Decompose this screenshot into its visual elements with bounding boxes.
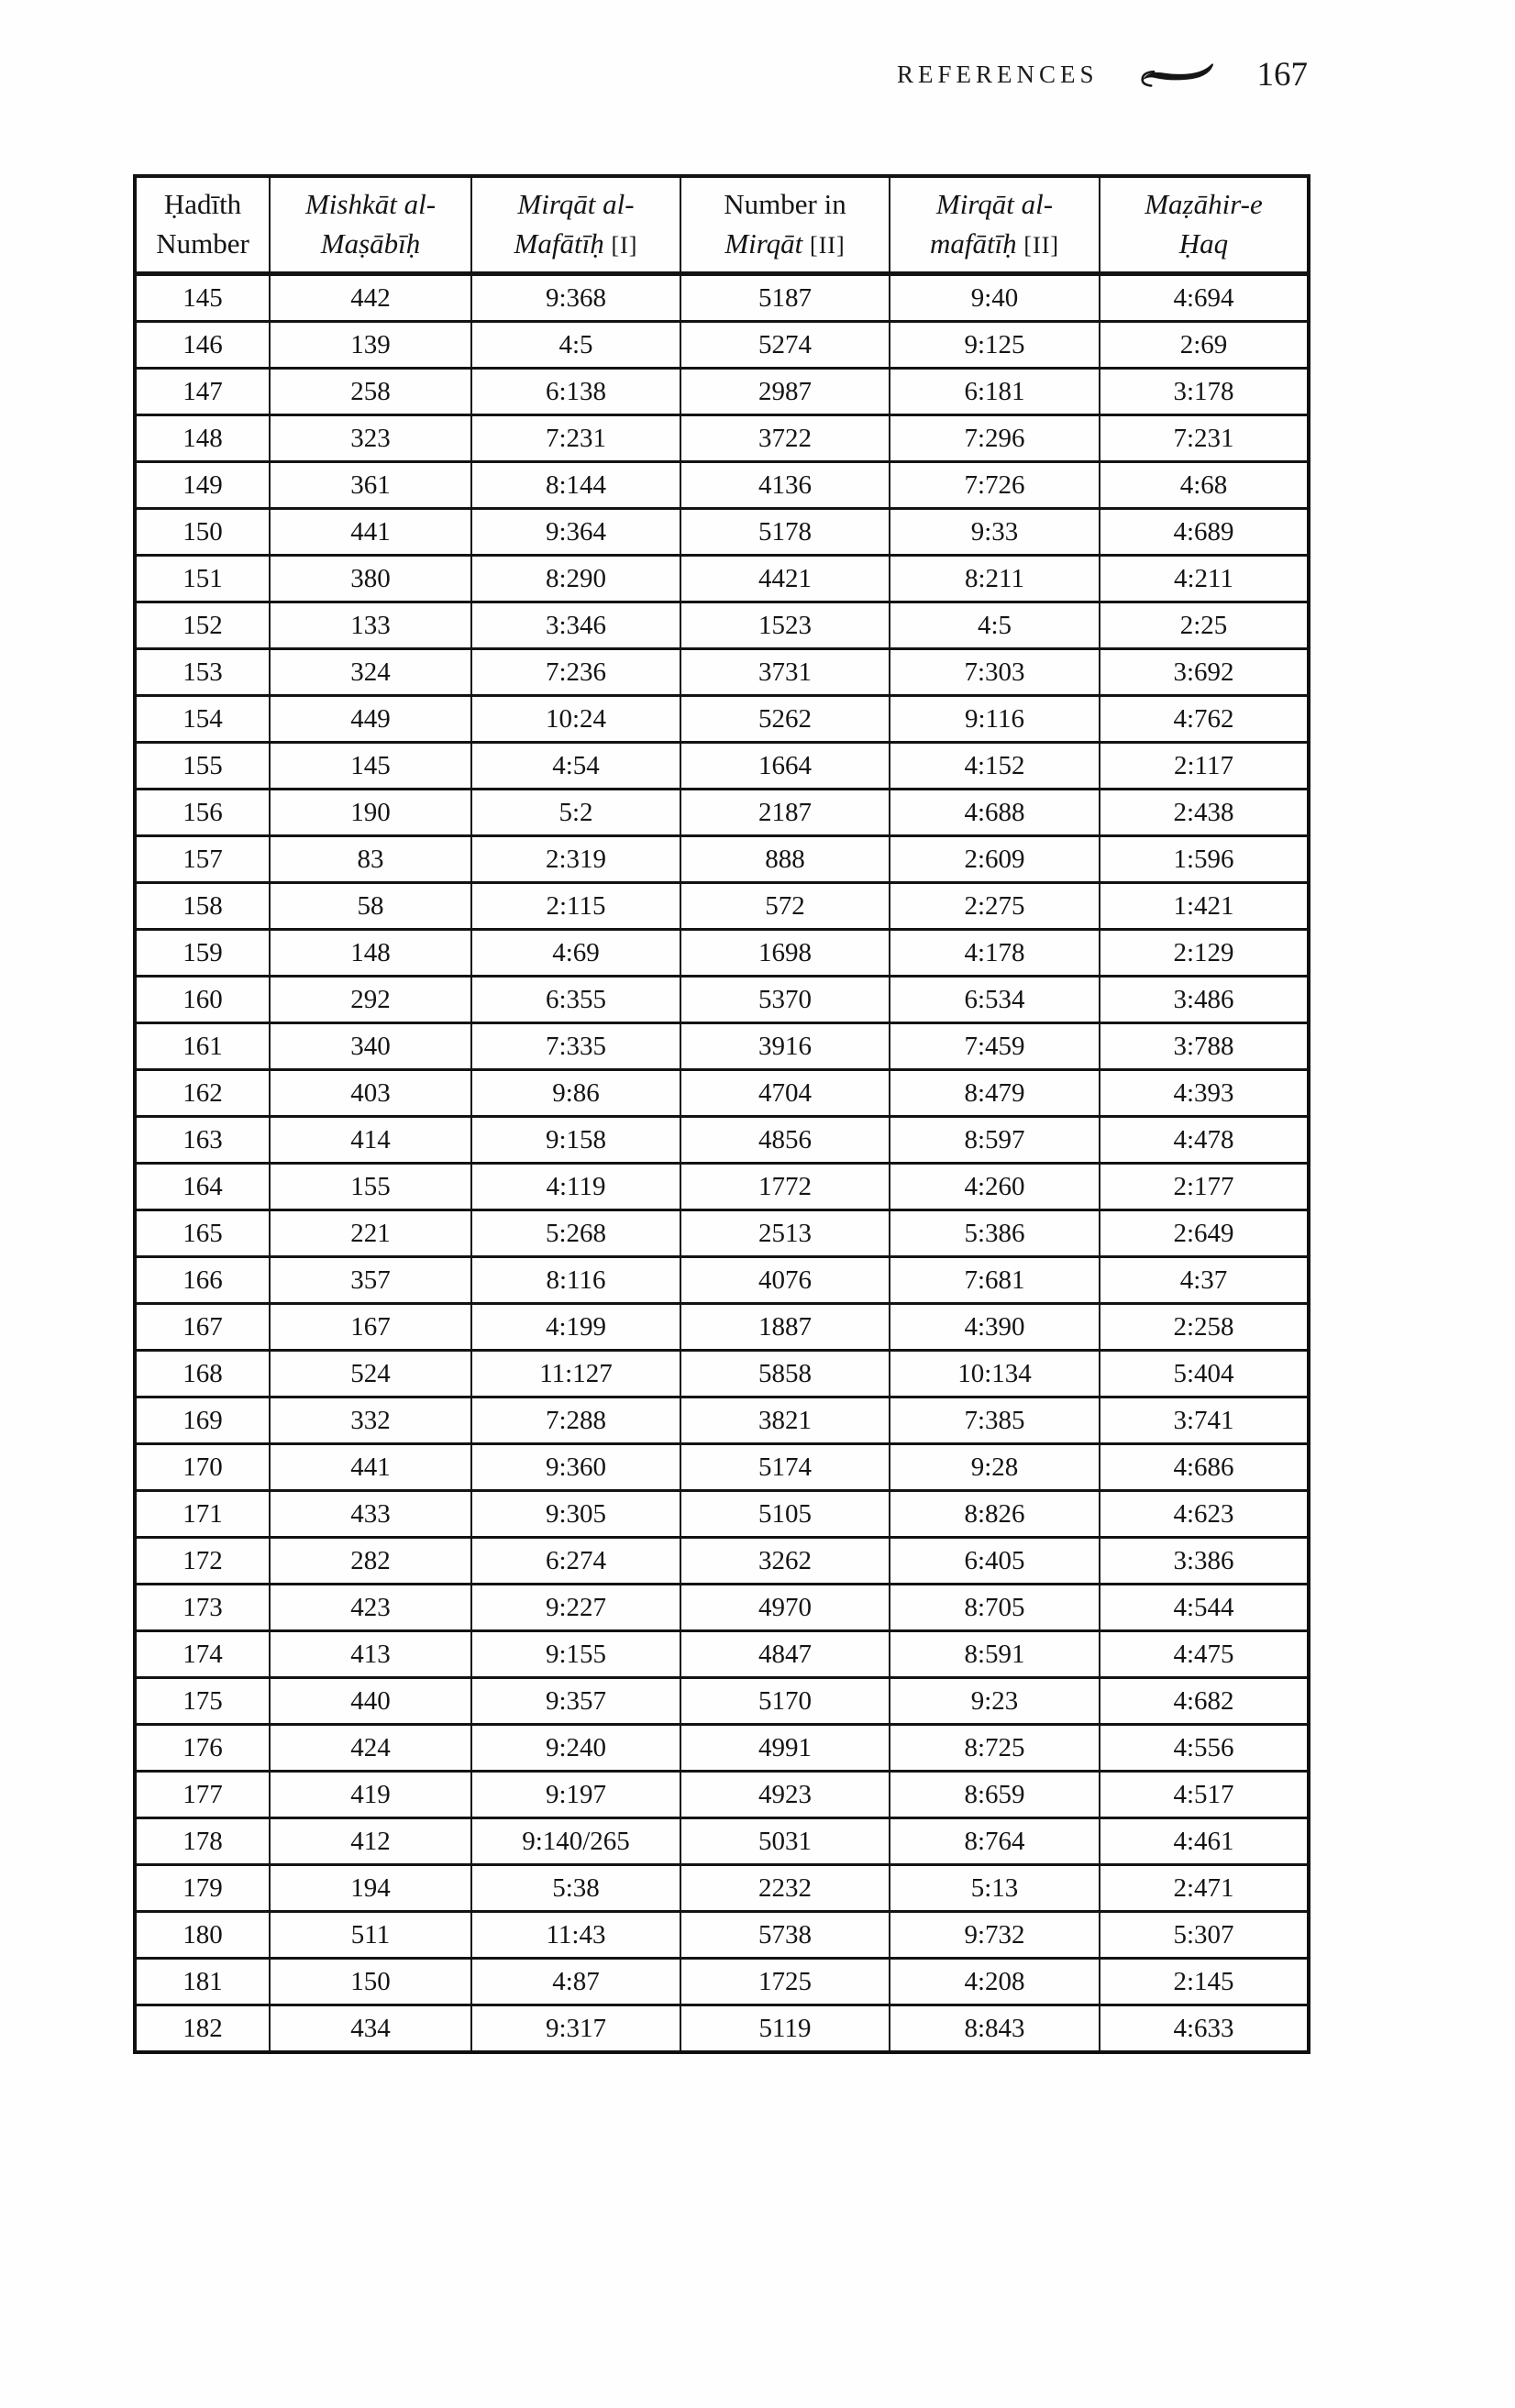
table-cell: 3:346	[471, 602, 680, 649]
table-cell: 5170	[680, 1678, 890, 1725]
column-header-text: Mishkāt al-	[304, 188, 437, 221]
table-cell: 168	[135, 1351, 270, 1397]
table-cell: 4:54	[471, 743, 680, 790]
table-cell: 174	[135, 1631, 270, 1678]
table-cell: 2:319	[471, 836, 680, 883]
table-cell: 2:145	[1100, 1959, 1309, 2005]
table-cell: 8:591	[890, 1631, 1100, 1678]
table-cell: 178	[135, 1818, 270, 1865]
table-cell: 441	[270, 509, 471, 556]
table-row	[135, 1070, 1309, 1117]
references-table-head	[135, 176, 1309, 274]
table-cell: 173	[135, 1585, 270, 1631]
table-row	[135, 1772, 1309, 1818]
table-cell: 2:25	[1100, 602, 1309, 649]
table-cell: 4:461	[1100, 1818, 1309, 1865]
table-cell: 434	[270, 2005, 471, 2053]
table-row	[135, 1959, 1309, 2005]
table-cell: 3:692	[1100, 649, 1309, 696]
table-cell: 10:24	[471, 696, 680, 743]
table-cell: 1664	[680, 743, 890, 790]
table-cell: 9:240	[471, 1725, 680, 1772]
table-cell: 6:534	[890, 977, 1100, 1023]
table-row	[135, 1257, 1309, 1304]
table-cell: 9:197	[471, 1772, 680, 1818]
table-cell: 2:649	[1100, 1210, 1309, 1257]
table-cell: 4:199	[471, 1304, 680, 1351]
table-cell: 9:40	[890, 274, 1100, 322]
page-number: 167	[1256, 56, 1308, 94]
table-cell: 5:404	[1100, 1351, 1309, 1397]
table-cell: 8:144	[471, 462, 680, 509]
column-header-text: Mafātīḥ	[514, 227, 604, 260]
table-cell: 148	[135, 415, 270, 462]
table-cell: 9:227	[471, 1585, 680, 1631]
table-row	[135, 1491, 1309, 1538]
column-header-text: Ḥaq	[1178, 227, 1229, 260]
table-row	[135, 1538, 1309, 1585]
table-cell: 156	[135, 790, 270, 836]
table-row	[135, 369, 1309, 415]
table-cell: 4:686	[1100, 1444, 1309, 1491]
table-cell: 4:556	[1100, 1725, 1309, 1772]
table-cell: 9:732	[890, 1912, 1100, 1959]
table-cell: 5178	[680, 509, 890, 556]
table-row	[135, 556, 1309, 602]
table-cell: 190	[270, 790, 471, 836]
table-cell: 5738	[680, 1912, 890, 1959]
table-cell: 4:682	[1100, 1678, 1309, 1725]
table-cell: 4:5	[890, 602, 1100, 649]
table-cell: 9:357	[471, 1678, 680, 1725]
table-cell: 442	[270, 274, 471, 322]
column-header-text: Maẓāhir-e	[1145, 188, 1263, 221]
table-cell: 7:303	[890, 649, 1100, 696]
table-cell: 4:689	[1100, 509, 1309, 556]
table-cell: 4:5	[471, 322, 680, 369]
column-header-text: Ḥadīth	[163, 188, 242, 221]
table-cell: 4:178	[890, 930, 1100, 977]
table-cell: 2:115	[471, 883, 680, 930]
table-cell: 8:211	[890, 556, 1100, 602]
table-cell: 9:155	[471, 1631, 680, 1678]
table-cell: 2:438	[1100, 790, 1309, 836]
table-cell: 180	[135, 1912, 270, 1959]
swash-ornament-icon	[1135, 60, 1220, 91]
table-cell: 4:69	[471, 930, 680, 977]
table-row	[135, 1351, 1309, 1397]
table-cell: 4:119	[471, 1164, 680, 1210]
table-cell: 4421	[680, 556, 890, 602]
table-cell: 145	[270, 743, 471, 790]
table-cell: 5105	[680, 1491, 890, 1538]
table-cell: 2:609	[890, 836, 1100, 883]
column-header	[680, 176, 890, 274]
volume-bracket: [II]	[810, 232, 846, 259]
table-cell: 5:307	[1100, 1912, 1309, 1959]
table-row	[135, 1631, 1309, 1678]
table-row	[135, 1164, 1309, 1210]
table-cell: 5:13	[890, 1865, 1100, 1912]
table-row	[135, 462, 1309, 509]
table-row	[135, 1023, 1309, 1070]
table-cell: 181	[135, 1959, 270, 2005]
references-table-body	[135, 274, 1309, 2053]
table-row	[135, 1444, 1309, 1491]
table-cell: 524	[270, 1351, 471, 1397]
table-cell: 2:471	[1100, 1865, 1309, 1912]
table-cell: 154	[135, 696, 270, 743]
table-cell: 4:393	[1100, 1070, 1309, 1117]
table-cell: 145	[135, 274, 270, 322]
table-cell: 340	[270, 1023, 471, 1070]
table-cell: 9:33	[890, 509, 1100, 556]
table-cell: 7:231	[1100, 415, 1309, 462]
table-cell: 380	[270, 556, 471, 602]
column-header	[890, 176, 1100, 274]
table-cell: 8:290	[471, 556, 680, 602]
table-cell: 159	[135, 930, 270, 977]
table-cell: 9:364	[471, 509, 680, 556]
table-cell: 139	[270, 322, 471, 369]
table-cell: 4970	[680, 1585, 890, 1631]
table-cell: 182	[135, 2005, 270, 2053]
table-cell: 4:762	[1100, 696, 1309, 743]
table-cell: 4923	[680, 1772, 890, 1818]
table-cell: 5274	[680, 322, 890, 369]
table-cell: 155	[135, 743, 270, 790]
table-row	[135, 1304, 1309, 1351]
table-cell: 2:275	[890, 883, 1100, 930]
table-row	[135, 2005, 1309, 2053]
table-cell: 7:726	[890, 462, 1100, 509]
table-cell: 7:459	[890, 1023, 1100, 1070]
table-cell: 3262	[680, 1538, 890, 1585]
table-cell: 9:125	[890, 322, 1100, 369]
table-cell: 4:475	[1100, 1631, 1309, 1678]
table-cell: 8:659	[890, 1772, 1100, 1818]
table-cell: 4:260	[890, 1164, 1100, 1210]
table-cell: 5119	[680, 2005, 890, 2053]
table-cell: 282	[270, 1538, 471, 1585]
column-header-text: mafātīḥ	[929, 227, 1017, 260]
table-cell: 332	[270, 1397, 471, 1444]
table-cell: 4:211	[1100, 556, 1309, 602]
table-cell: 3:178	[1100, 369, 1309, 415]
table-cell: 151	[135, 556, 270, 602]
table-cell: 1:596	[1100, 836, 1309, 883]
table-cell: 8:826	[890, 1491, 1100, 1538]
table-cell: 6:274	[471, 1538, 680, 1585]
running-head	[897, 55, 1308, 94]
table-row	[135, 1585, 1309, 1631]
column-header	[471, 176, 680, 274]
table-cell: 150	[270, 1959, 471, 2005]
table-cell: 152	[135, 602, 270, 649]
table-cell: 5031	[680, 1818, 890, 1865]
table-cell: 419	[270, 1772, 471, 1818]
table-cell: 9:305	[471, 1491, 680, 1538]
table-cell: 161	[135, 1023, 270, 1070]
table-cell: 7:385	[890, 1397, 1100, 1444]
table-cell: 6:355	[471, 977, 680, 1023]
table-cell: 11:127	[471, 1351, 680, 1397]
table-cell: 449	[270, 696, 471, 743]
table-cell: 441	[270, 1444, 471, 1491]
table-cell: 133	[270, 602, 471, 649]
table-cell: 440	[270, 1678, 471, 1725]
table-cell: 169	[135, 1397, 270, 1444]
table-cell: 176	[135, 1725, 270, 1772]
column-header-text: Number	[156, 227, 249, 260]
table-cell: 4:623	[1100, 1491, 1309, 1538]
table-cell: 4:68	[1100, 462, 1309, 509]
table-cell: 4:633	[1100, 2005, 1309, 2053]
table-cell: 9:360	[471, 1444, 680, 1491]
table-cell: 8:764	[890, 1818, 1100, 1865]
table-cell: 5:268	[471, 1210, 680, 1257]
table-cell: 3821	[680, 1397, 890, 1444]
table-row	[135, 1865, 1309, 1912]
table-cell: 323	[270, 415, 471, 462]
table-cell: 147	[135, 369, 270, 415]
table-cell: 1698	[680, 930, 890, 977]
table-cell: 170	[135, 1444, 270, 1491]
table-cell: 5187	[680, 274, 890, 322]
table-cell: 3:486	[1100, 977, 1309, 1023]
table-cell: 9:368	[471, 274, 680, 322]
table-cell: 5262	[680, 696, 890, 743]
table-cell: 2987	[680, 369, 890, 415]
table-cell: 414	[270, 1117, 471, 1164]
table-cell: 8:479	[890, 1070, 1100, 1117]
table-row	[135, 322, 1309, 369]
table-cell: 5174	[680, 1444, 890, 1491]
table-row	[135, 696, 1309, 743]
column-header-text: Number in	[724, 188, 846, 221]
table-row	[135, 274, 1309, 322]
table-cell: 157	[135, 836, 270, 883]
table-cell: 155	[270, 1164, 471, 1210]
column-header	[135, 176, 270, 274]
table-cell: 9:317	[471, 2005, 680, 2053]
table-cell: 6:181	[890, 369, 1100, 415]
table-cell: 424	[270, 1725, 471, 1772]
table-cell: 7:296	[890, 415, 1100, 462]
table-cell: 2232	[680, 1865, 890, 1912]
table-cell: 148	[270, 930, 471, 977]
table-cell: 7:236	[471, 649, 680, 696]
table-cell: 175	[135, 1678, 270, 1725]
table-cell: 4:208	[890, 1959, 1100, 2005]
table-row	[135, 977, 1309, 1023]
table-row	[135, 1912, 1309, 1959]
table-cell: 2:117	[1100, 743, 1309, 790]
table-cell: 9:158	[471, 1117, 680, 1164]
table-cell: 9:28	[890, 1444, 1100, 1491]
column-header	[270, 176, 471, 274]
table-cell: 2:69	[1100, 322, 1309, 369]
table-cell: 1:421	[1100, 883, 1309, 930]
table-cell: 150	[135, 509, 270, 556]
table-cell: 403	[270, 1070, 471, 1117]
table-cell: 292	[270, 977, 471, 1023]
table-cell: 7:288	[471, 1397, 680, 1444]
table-cell: 11:43	[471, 1912, 680, 1959]
table-cell: 177	[135, 1772, 270, 1818]
table-cell: 361	[270, 462, 471, 509]
table-cell: 7:231	[471, 415, 680, 462]
page-title: REFERENCES	[897, 61, 1099, 88]
volume-bracket: [I]	[611, 232, 638, 259]
table-cell: 9:23	[890, 1678, 1100, 1725]
table-row	[135, 790, 1309, 836]
table-cell: 164	[135, 1164, 270, 1210]
table-cell: 4856	[680, 1117, 890, 1164]
column-header-text: Maṣābīḥ	[320, 227, 421, 260]
table-cell: 9:86	[471, 1070, 680, 1117]
table-cell: 4:37	[1100, 1257, 1309, 1304]
table-cell: 158	[135, 883, 270, 930]
table-row	[135, 415, 1309, 462]
table-cell: 4:517	[1100, 1772, 1309, 1818]
table-row	[135, 1210, 1309, 1257]
table-cell: 258	[270, 369, 471, 415]
table-cell: 5:386	[890, 1210, 1100, 1257]
table-cell: 4847	[680, 1631, 890, 1678]
table-cell: 6:405	[890, 1538, 1100, 1585]
table-cell: 5370	[680, 977, 890, 1023]
table-cell: 413	[270, 1631, 471, 1678]
table-cell: 324	[270, 649, 471, 696]
table-cell: 160	[135, 977, 270, 1023]
table-cell: 171	[135, 1491, 270, 1538]
table-cell: 1887	[680, 1304, 890, 1351]
table-row	[135, 1725, 1309, 1772]
table-cell: 3916	[680, 1023, 890, 1070]
table-cell: 4:694	[1100, 274, 1309, 322]
table-cell: 412	[270, 1818, 471, 1865]
table-row	[135, 649, 1309, 696]
table-cell: 221	[270, 1210, 471, 1257]
table-cell: 1772	[680, 1164, 890, 1210]
table-cell: 153	[135, 649, 270, 696]
table-cell: 572	[680, 883, 890, 930]
table-cell: 146	[135, 322, 270, 369]
table-row	[135, 1678, 1309, 1725]
table-cell: 167	[270, 1304, 471, 1351]
table-cell: 4991	[680, 1725, 890, 1772]
table-cell: 8:116	[471, 1257, 680, 1304]
table-cell: 1725	[680, 1959, 890, 2005]
table-cell: 357	[270, 1257, 471, 1304]
table-row	[135, 930, 1309, 977]
table-cell: 888	[680, 836, 890, 883]
table-cell: 4:688	[890, 790, 1100, 836]
table-cell: 167	[135, 1304, 270, 1351]
table-cell: 165	[135, 1210, 270, 1257]
table-row	[135, 1397, 1309, 1444]
table-cell: 511	[270, 1912, 471, 1959]
table-cell: 179	[135, 1865, 270, 1912]
column-header-text: Mirqāt al-	[517, 188, 635, 221]
table-cell: 1523	[680, 602, 890, 649]
column-header-text: Mirqāt al-	[935, 188, 1054, 221]
table-cell: 3:788	[1100, 1023, 1309, 1070]
table-row	[135, 836, 1309, 883]
table-cell: 6:138	[471, 369, 680, 415]
table-cell: 4:478	[1100, 1117, 1309, 1164]
table-cell: 433	[270, 1491, 471, 1538]
table-cell: 5:38	[471, 1865, 680, 1912]
table-cell: 8:597	[890, 1117, 1100, 1164]
table-cell: 163	[135, 1117, 270, 1164]
table-cell: 8:725	[890, 1725, 1100, 1772]
table-cell: 172	[135, 1538, 270, 1585]
column-header	[1100, 176, 1309, 274]
table-cell: 10:134	[890, 1351, 1100, 1397]
table-cell: 4:544	[1100, 1585, 1309, 1631]
volume-bracket: [II]	[1023, 232, 1060, 259]
table-cell: 3731	[680, 649, 890, 696]
table-row	[135, 743, 1309, 790]
header-row	[135, 176, 1309, 274]
table-cell: 83	[270, 836, 471, 883]
column-header-text: Mirqāt	[724, 227, 803, 260]
references-table	[133, 174, 1310, 2054]
table-row	[135, 602, 1309, 649]
table-row	[135, 509, 1309, 556]
table-cell: 2187	[680, 790, 890, 836]
table-cell: 7:335	[471, 1023, 680, 1070]
table-cell: 9:140/265	[471, 1818, 680, 1865]
table-cell: 8:705	[890, 1585, 1100, 1631]
table-cell: 166	[135, 1257, 270, 1304]
table-cell: 8:843	[890, 2005, 1100, 2053]
table-cell: 3722	[680, 415, 890, 462]
table-cell: 149	[135, 462, 270, 509]
table-cell: 4:390	[890, 1304, 1100, 1351]
table-cell: 2:258	[1100, 1304, 1309, 1351]
table-cell: 4076	[680, 1257, 890, 1304]
table-cell: 4:87	[471, 1959, 680, 2005]
table-cell: 5858	[680, 1351, 890, 1397]
table-cell: 5:2	[471, 790, 680, 836]
table-cell: 423	[270, 1585, 471, 1631]
table-cell: 3:741	[1100, 1397, 1309, 1444]
table-cell: 2:177	[1100, 1164, 1309, 1210]
table-cell: 3:386	[1100, 1538, 1309, 1585]
table-row	[135, 883, 1309, 930]
table-cell: 58	[270, 883, 471, 930]
table-cell: 4:152	[890, 743, 1100, 790]
table-row	[135, 1818, 1309, 1865]
table-cell: 7:681	[890, 1257, 1100, 1304]
table-cell: 194	[270, 1865, 471, 1912]
table-cell: 2:129	[1100, 930, 1309, 977]
table-cell: 162	[135, 1070, 270, 1117]
table-row	[135, 1117, 1309, 1164]
table-cell: 4136	[680, 462, 890, 509]
table-cell: 9:116	[890, 696, 1100, 743]
table-cell: 2513	[680, 1210, 890, 1257]
table-cell: 4704	[680, 1070, 890, 1117]
